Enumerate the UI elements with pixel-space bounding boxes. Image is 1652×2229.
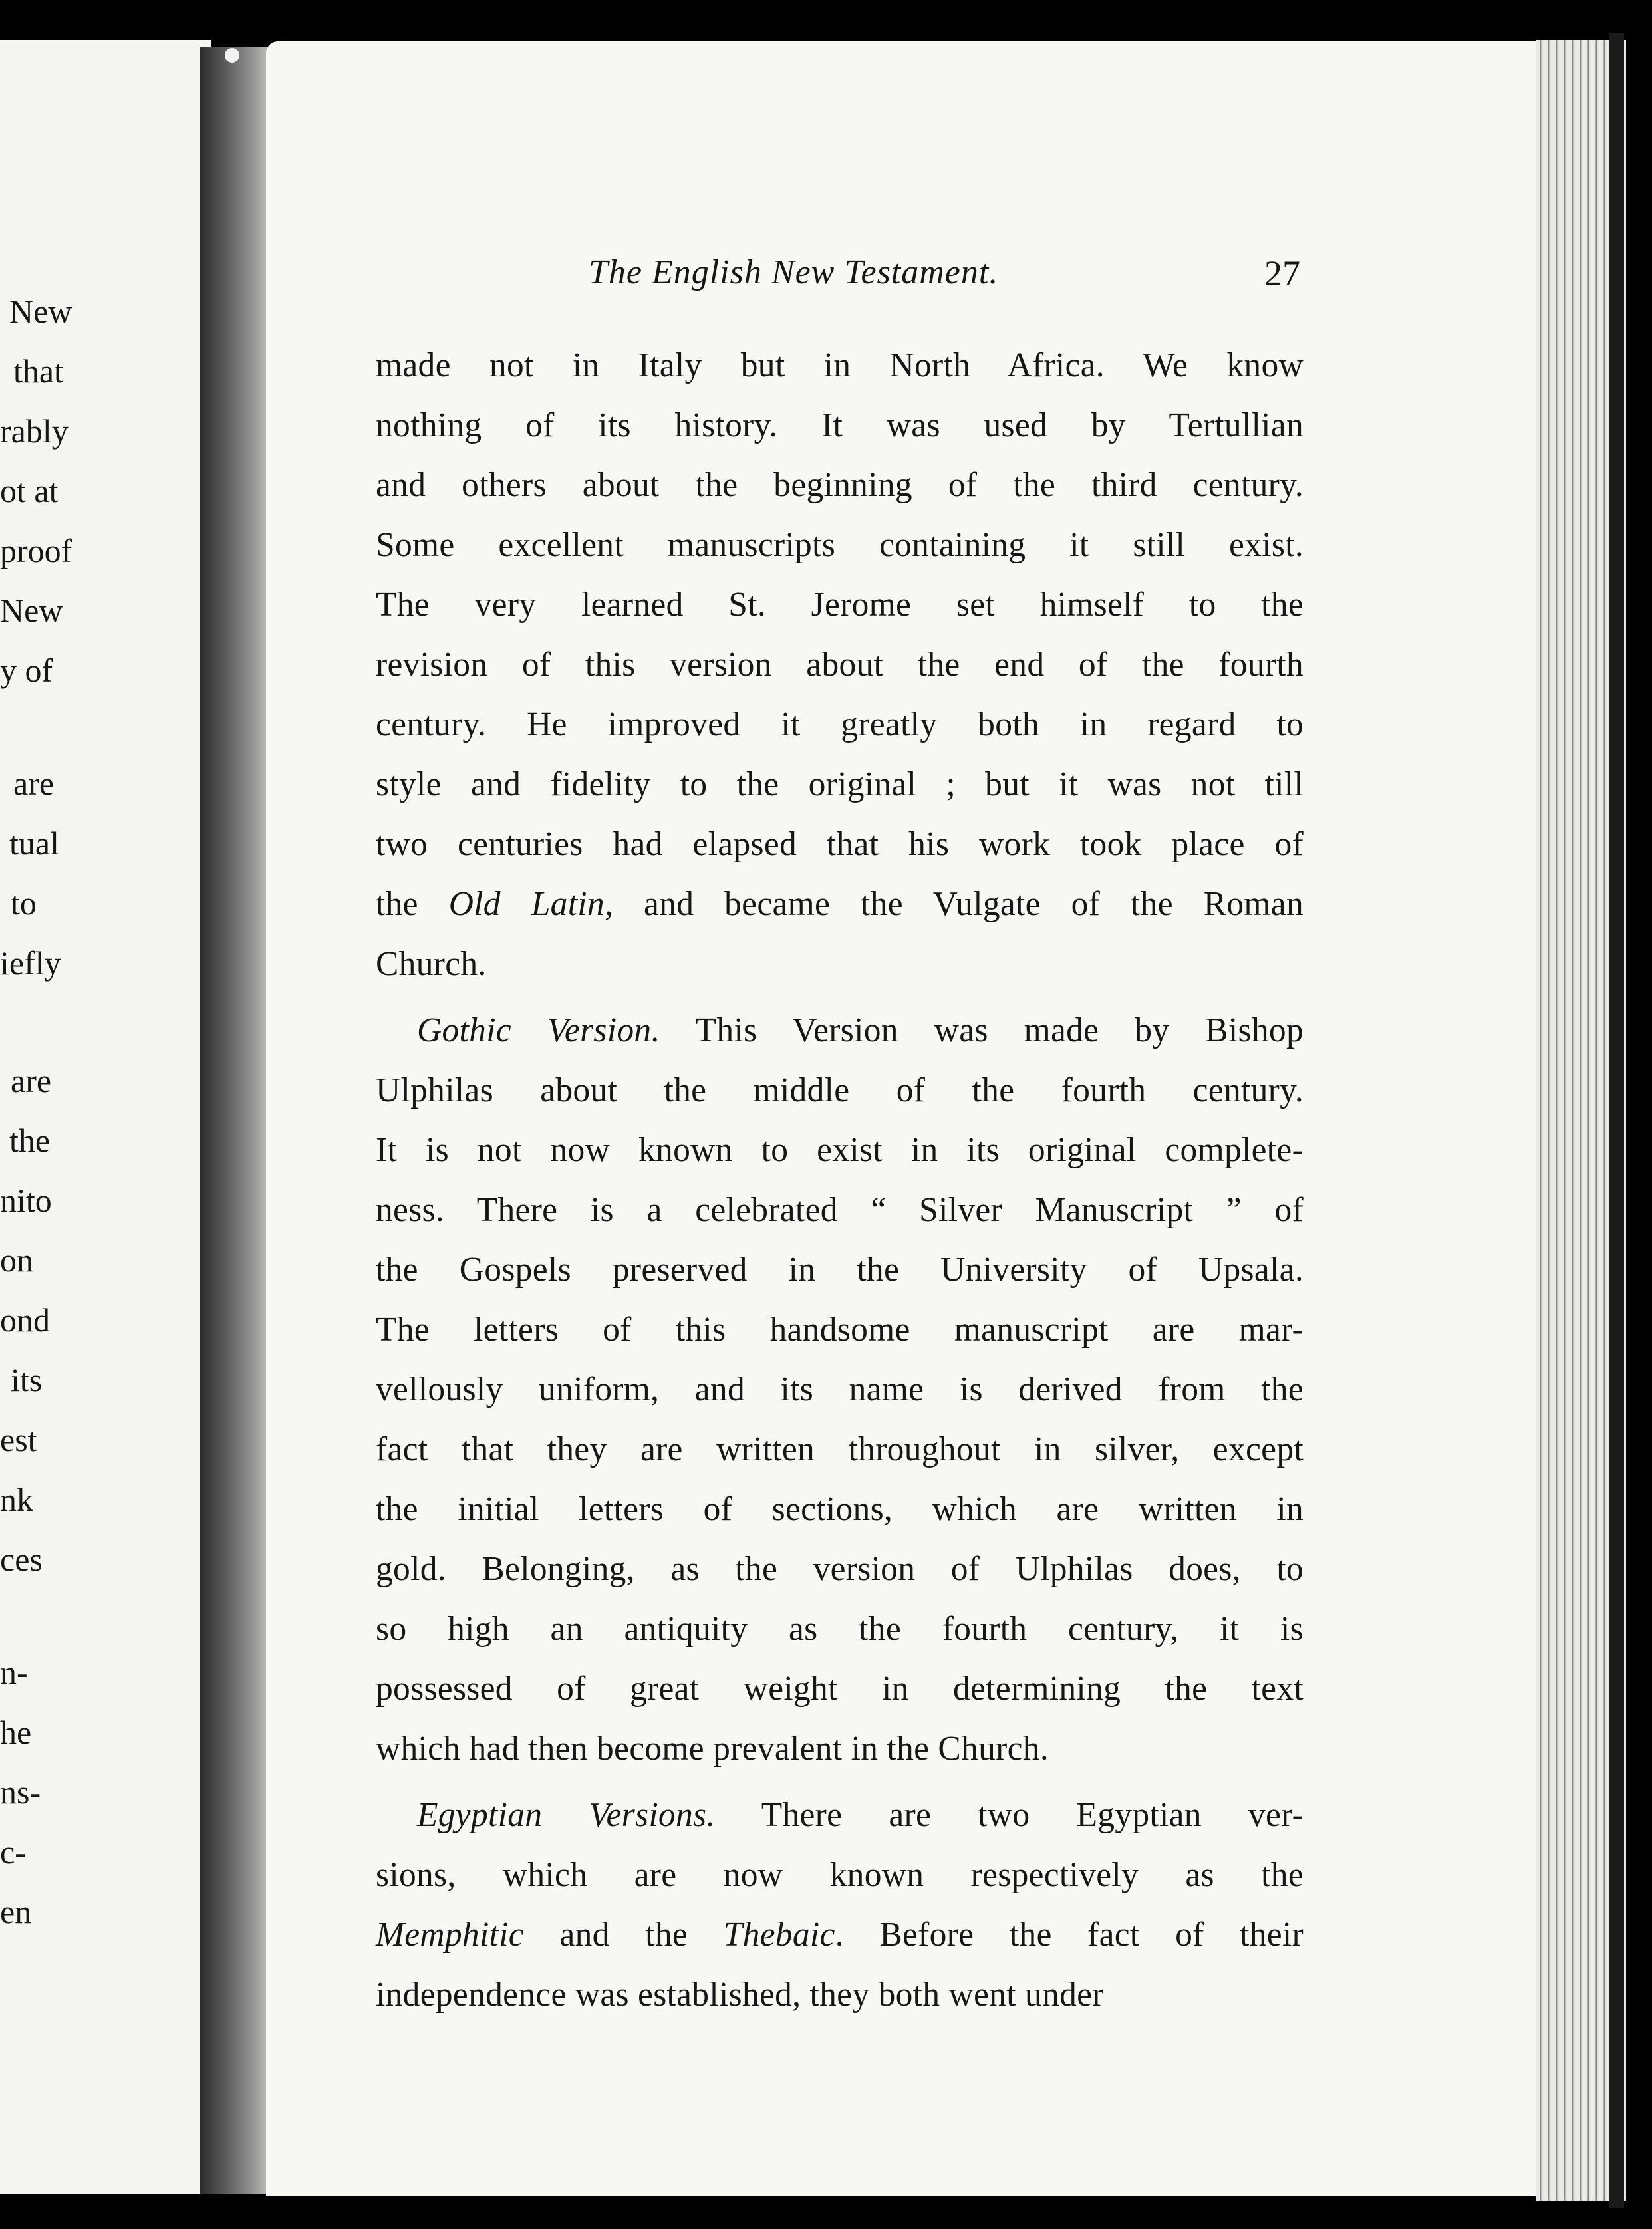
text-line [376,1120,1304,1180]
text-line [376,1785,1304,1845]
left-page-fragment: tual [9,825,59,862]
text-line [376,1420,1304,1480]
text-line [376,934,1304,994]
text-line [376,515,1304,575]
text-line [376,1061,1304,1120]
left-page-fragment: nito [0,1182,52,1219]
left-page-fragment: ond [0,1301,50,1339]
left-page-fragment: ot at [0,472,59,509]
text-line [376,1905,1304,1965]
text-run: gold. Belonging, as the version of Ulphilas does, to [376,1550,1304,1588]
left-facing-page [0,40,211,2194]
left-page-fragment: are [11,1062,52,1099]
text-line [376,1719,1304,1779]
left-page-fragment: New [9,293,72,330]
left-page-fragment: n- [0,1654,28,1691]
italic-text: Memphitic [376,1916,524,1954]
text-line [376,456,1304,515]
text-run: so high an antiquity as the fourth century, it is [376,1610,1304,1648]
gutter-mark [225,48,239,63]
running-head [589,253,1300,299]
text-line [376,1480,1304,1539]
left-page-fragment: rably [0,412,69,450]
text-run: fact that they are written throughout in silver, except [376,1430,1304,1468]
book-gutter-shadow [200,47,273,2194]
left-page-fragment: y of [0,652,53,689]
left-page-fragment: are [13,765,55,802]
text-run: , and became the Vulgate of the Roman [604,885,1304,923]
left-page-fragment: ns- [0,1773,41,1811]
paragraph [376,336,1304,994]
text-run: There are two Egyptian ver- [715,1796,1304,1834]
left-page-fragment: ces [0,1541,43,1578]
left-page-fragment: c- [0,1833,26,1871]
text-line [376,695,1304,755]
page-number: 27 [1264,253,1300,293]
paragraph [376,1785,1304,2025]
text-run: vellously uniform, and its name is derived from the [376,1371,1304,1408]
left-page-fragment: New [0,592,63,629]
left-page-fragment: that [13,352,63,390]
text-run: revision of this version about the end of the fourth [376,646,1304,684]
text-run: the [376,885,449,923]
paragraph [376,1001,1304,1779]
text-line [376,1599,1304,1659]
text-line [376,635,1304,695]
text-line [376,1360,1304,1420]
text-line [376,1965,1304,2025]
text-run: and the [523,1916,724,1954]
left-page-fragment: its [11,1361,43,1398]
left-page-text-fragments [0,40,133,2194]
text-line [376,575,1304,635]
text-run: independence was established, they both went under [376,1976,1104,2014]
running-head-title: The English New Testament. [589,253,999,291]
italic-text: Egyptian Versions. [417,1796,716,1834]
text-run: the initial letters of sections, which are written in [376,1490,1304,1528]
left-page-fragment: proof [0,532,72,569]
left-page-fragment: he [0,1714,32,1751]
left-page-fragment: nk [0,1481,33,1518]
body-text [376,336,1304,2025]
text-run: and others about the beginning of the third century. [376,466,1304,504]
text-run: century. He improved it greatly both in regard to [376,706,1304,743]
text-run: sions, which are now known respectively as the [376,1856,1304,1894]
text-run: ness. There is a celebrated “ Silver Manuscript ” of [376,1191,1304,1229]
text-run: nothing of its history. It was used by Tertullian [376,406,1304,444]
text-line [376,874,1304,934]
text-run: It is not now known to exist in its original complete- [376,1131,1304,1169]
text-line [376,1300,1304,1360]
text-run: . Before the fact of their [835,1916,1304,1954]
italic-text: Gothic Version. [417,1011,660,1049]
text-run: Some excellent manuscripts containing it still exist. [376,526,1304,564]
italic-text: Old Latin [448,885,605,923]
text-line [376,1659,1304,1719]
text-run: This Version was made by Bishop [660,1011,1304,1049]
italic-text: Thebaic [723,1916,835,1954]
left-page-fragment: en [0,1893,32,1930]
text-line [376,755,1304,815]
text-run: The very learned St. Jerome set himself to the [376,586,1304,624]
left-page-fragment: the [9,1122,51,1159]
text-line [376,1845,1304,1905]
text-run: style and fidelity to the original ; but it was not till [376,765,1304,803]
text-run: Church. [376,945,487,983]
text-line [376,815,1304,874]
text-run: possessed of great weight in determining the text [376,1670,1304,1708]
text-run: which had then become prevalent in the Church. [376,1730,1049,1768]
text-line [376,1001,1304,1061]
text-run: two centuries had elapsed that his work took place of [376,825,1304,863]
text-line [376,1240,1304,1300]
text-line [376,1539,1304,1599]
text-line [376,336,1304,396]
text-line [376,396,1304,456]
text-run: Ulphilas about the middle of the fourth century. [376,1071,1304,1109]
left-page-fragment: iefly [0,944,61,982]
text-line [376,1180,1304,1240]
left-page-fragment: on [0,1242,33,1279]
left-page-fragment: to [11,884,37,922]
text-run: the Gospels preserved in the University of Upsala. [376,1251,1304,1289]
text-run: made not in Italy but in North Africa. We know [376,346,1304,384]
left-page-fragment: est [0,1421,37,1458]
text-run: The letters of this handsome manuscript are mar- [376,1311,1304,1349]
page-edge-shadow [1609,33,1624,2208]
